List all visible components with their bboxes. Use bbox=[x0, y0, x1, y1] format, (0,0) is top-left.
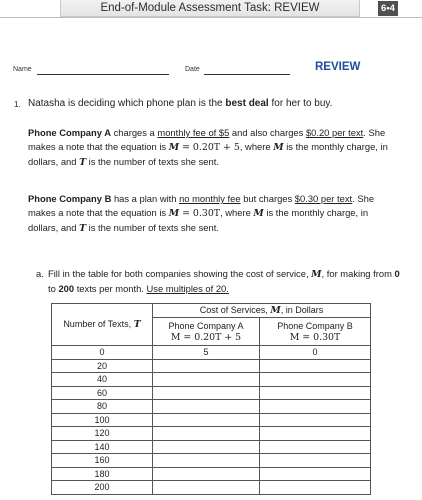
company-a-paragraph: Phone Company A charges a monthly fee of $5 and also charges $0.20 per text. She makes a note that the equation is M = 0.20T + 5, where M is the monthly charge, in dollars, and T is the number of texts she sent. bbox=[28, 127, 388, 169]
review-label: REVIEW bbox=[315, 61, 361, 73]
company-a-cost-cell[interactable] bbox=[153, 386, 260, 400]
table-row bbox=[52, 467, 371, 481]
texts-cell: 0 bbox=[52, 346, 153, 360]
table-row bbox=[52, 400, 371, 414]
company-a-cost-cell[interactable] bbox=[153, 467, 260, 481]
date-field[interactable] bbox=[204, 74, 290, 75]
date-label: Date bbox=[185, 66, 200, 73]
company-b-cost-cell[interactable]: 0 bbox=[260, 346, 371, 360]
part-a-text: Fill in the table for both companies showing the cost of service, M, for making from 0 to 200 texts per month. Use multiples of 20. bbox=[48, 268, 400, 294]
table-row bbox=[52, 359, 371, 373]
table-row bbox=[52, 386, 371, 400]
texts-cell: 60 bbox=[52, 386, 153, 400]
company-b-cost-cell[interactable] bbox=[260, 467, 371, 481]
texts-cell: 180 bbox=[52, 467, 153, 481]
table-row bbox=[52, 346, 371, 360]
texts-cell: 40 bbox=[52, 373, 153, 387]
company-a-cost-cell[interactable] bbox=[153, 400, 260, 414]
company-b-cost-cell[interactable] bbox=[260, 481, 371, 495]
question-number: 1. bbox=[14, 100, 21, 109]
texts-cell: 20 bbox=[52, 359, 153, 373]
table-row bbox=[52, 427, 371, 441]
texts-cell: 100 bbox=[52, 413, 153, 427]
company-a-column-header: Phone Company A M = 0.20T + 5 bbox=[153, 318, 260, 346]
company-a-cost-cell[interactable] bbox=[153, 454, 260, 468]
texts-cell: 200 bbox=[52, 481, 153, 495]
texts-cell: 140 bbox=[52, 440, 153, 454]
table-row bbox=[52, 413, 371, 427]
table-row bbox=[52, 481, 371, 495]
grade-module-badge: 6•4 bbox=[378, 1, 398, 16]
company-b-cost-cell[interactable] bbox=[260, 359, 371, 373]
company-b-column-header: Phone Company B M = 0.30T bbox=[260, 318, 371, 346]
company-b-cost-cell[interactable] bbox=[260, 373, 371, 387]
cost-table bbox=[51, 303, 371, 495]
table-row bbox=[52, 373, 371, 387]
texts-cell: 80 bbox=[52, 400, 153, 414]
table-row bbox=[52, 440, 371, 454]
company-b-paragraph: Phone Company B has a plan with no monthly fee but charges $0.30 per text. She makes a note that the equation is M = 0.30T, where M is the monthly charge, in dollars, and T is the number of texts she sent. bbox=[28, 193, 375, 235]
texts-cell: 120 bbox=[52, 427, 153, 441]
cost-group-header: Cost of Services, M, in Dollars bbox=[153, 304, 371, 318]
company-b-cost-cell[interactable] bbox=[260, 427, 371, 441]
texts-column-header: Number of Texts, T bbox=[52, 304, 153, 346]
company-b-cost-cell[interactable] bbox=[260, 413, 371, 427]
company-b-cost-cell[interactable] bbox=[260, 440, 371, 454]
question-intro: Natasha is deciding which phone plan is the best deal for her to buy. bbox=[28, 98, 333, 109]
company-a-cost-cell[interactable] bbox=[153, 413, 260, 427]
company-a-cost-cell[interactable] bbox=[153, 440, 260, 454]
page-header-title: End-of-Module Assessment Task: REVIEW bbox=[60, 0, 360, 17]
company-a-cost-cell[interactable] bbox=[153, 481, 260, 495]
table-row bbox=[52, 454, 371, 468]
company-a-cost-cell[interactable] bbox=[153, 359, 260, 373]
company-a-cost-cell[interactable] bbox=[153, 427, 260, 441]
company-b-cost-cell[interactable] bbox=[260, 400, 371, 414]
company-b-cost-cell[interactable] bbox=[260, 386, 371, 400]
part-a-label: a. bbox=[36, 268, 44, 279]
company-b-cost-cell[interactable] bbox=[260, 454, 371, 468]
company-a-cost-cell[interactable]: 5 bbox=[153, 346, 260, 360]
name-label: Name bbox=[13, 66, 32, 73]
texts-cell: 160 bbox=[52, 454, 153, 468]
company-a-cost-cell[interactable] bbox=[153, 373, 260, 387]
name-field[interactable] bbox=[37, 74, 169, 75]
